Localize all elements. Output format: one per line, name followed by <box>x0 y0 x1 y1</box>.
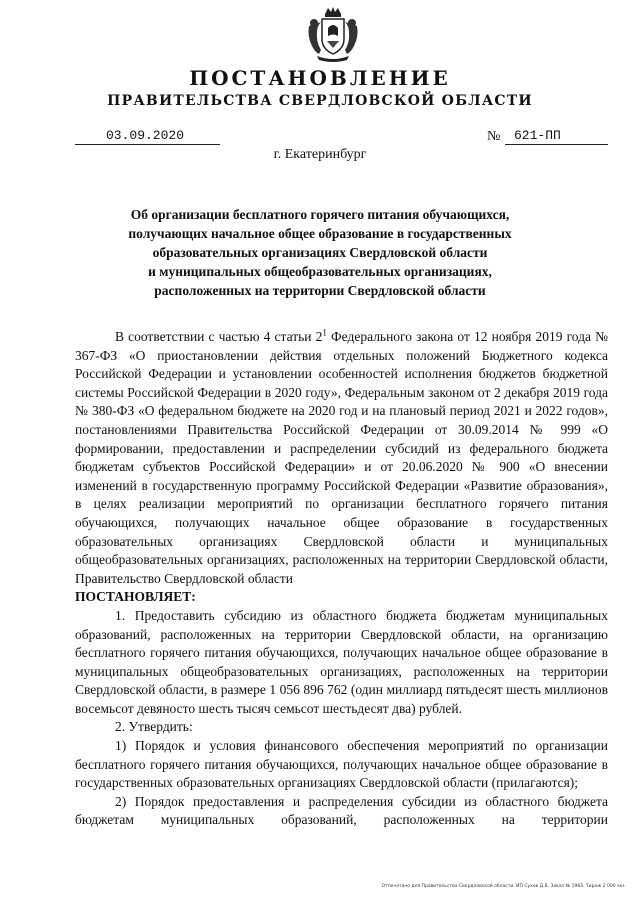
document-number: 621-ПП <box>505 128 608 145</box>
heading-line: Об организации бесплатного горячего питания обучающихся, <box>130 207 510 222</box>
decree-word: ПОСТАНОВЛЯЕТ: <box>75 589 196 605</box>
document-date: 03.09.2020 <box>75 128 220 145</box>
document-heading <box>60 205 580 300</box>
clause-2: 2. Утвердить: <box>115 719 193 735</box>
heading-line: расположенных на территории Свердловской области <box>154 283 486 298</box>
clause-2-subitem-1: 1) Порядок и условия финансового обеспечения мероприятий по организации бесплатного горячего питания обучающихся, получающих начальное общее образование в государственных образовательных организациях Свердловской области (прилагаются); <box>75 738 608 791</box>
article-superscript: 1 <box>322 327 327 338</box>
preamble-text-start: В соответствии с частью 4 статьи 2 <box>115 329 323 344</box>
heading-line: и муниципальных общеобразовательных организациях, <box>148 264 492 279</box>
document-city: г. Екатеринбург <box>273 147 367 162</box>
heading-line: получающих начальное общее образование в государственных <box>128 226 512 241</box>
heading-line: образовательных организациях Свердловской области <box>152 245 488 260</box>
clause-1: 1. Предоставить субсидию из областного бюджета бюджетам муниципальных образований, расположенных на территории Свердловской области, на организацию бесплатного горячего питания обучающихся, получающих начальное общее образование в муниципальных общеобразовательных организациях, расположенных на территории Свердловской области, в размере 1 056 896 762 (один миллиард пятьдесят шесть миллионов восемьсот девяносто шесть тысяч семьсот шестьдесят два) рублей. <box>75 607 608 716</box>
coat-of-arms-icon <box>303 6 363 64</box>
number-label: № <box>487 129 501 144</box>
print-imprint: Отпечатано для Правительства Свердловской области. ИП Сухов Д.В. Заказ № 1963. Тираж 2 000 экз. <box>381 884 626 889</box>
clause-2-subitem-2: 2) Порядок предоставления и распределения субсидии из областного бюджета бюджетам муниципальных образований, расположенных на территории <box>75 793 608 828</box>
issuing-authority: ПРАВИТЕЛЬСТВА СВЕРДЛОВСКОЙ ОБЛАСТИ <box>107 93 533 109</box>
document-type-title: ПОСТАНОВЛЕНИЕ <box>189 66 451 90</box>
preamble-paragraph <box>75 328 608 588</box>
document-body <box>75 328 608 830</box>
preamble-text-rest: Федерального закона от 12 ноября 2019 года № 367-ФЗ «О приостановлении действия отдельных положений Бюджетного кодекса Российской Федерации и установлении особенностей исполнения бюджетов бюджетной системы Российской Федерации в 2020 году», Федеральным законом от 2 декабря 2019 года № 380-ФЗ «О федеральном бюджете на 2020 год и на плановый период 2021 и 2022 годов», постановлениями Правительства Российской Федерации от 30.09.2014 № 999 «О формировании, предоставлении и распределении субсидий из федерального бюджета бюджетам субъектов Российской Федерации» и от 20.06.2020 № 900 «О внесении изменений в государственную программу Российской Федерации «Развитие образования», в целях реализации мероприятий по организации бесплатного горячего питания обучающихся, получающих начальное общее образование в государственных образовательных организациях Свердловской области и муниципальных общеобразовательных организациях, расположенных на территории Свердловской области, Правительство Свердловской области <box>75 329 609 586</box>
